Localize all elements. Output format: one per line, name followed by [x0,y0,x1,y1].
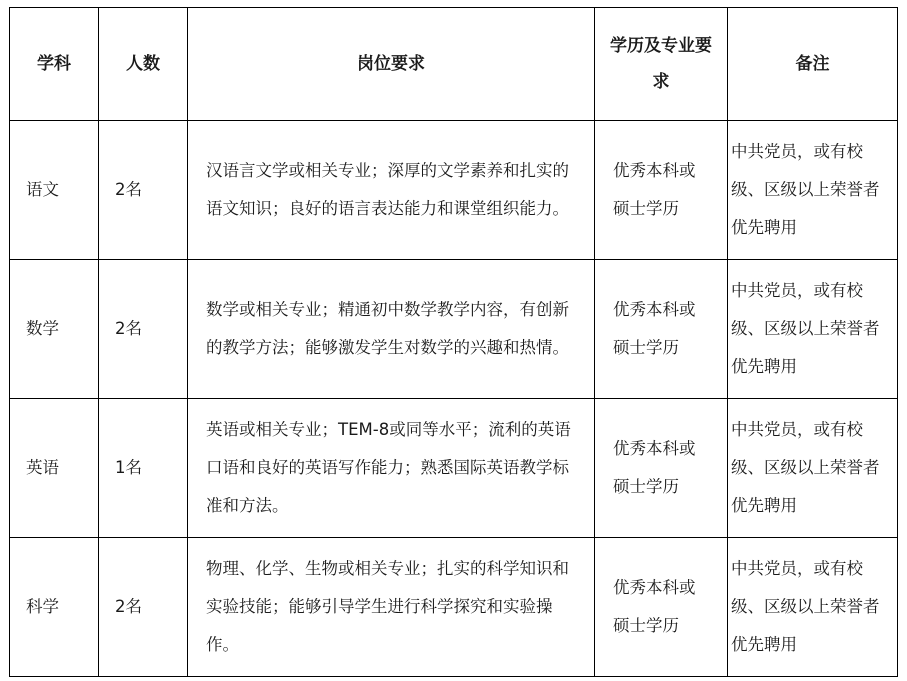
header-education [595,8,728,121]
cell-subject: 英语 [10,399,99,538]
header-count: 人数 [99,8,188,121]
cell-count: 2名 [99,121,188,260]
cell-count: 2名 [99,538,188,677]
header-notes: 备注 [728,8,898,121]
table-row [10,121,898,260]
recruitment-table [9,7,898,677]
cell-requirements: 英语或相关专业；TEM-8或同等水平；流利的英语口语和良好的英语写作能力；熟悉国际英语教学标准和方法。 [188,399,595,538]
cell-education: 优秀本科或硕士学历 [595,121,728,260]
cell-requirements: 汉语言文学或相关专业；深厚的文学素养和扎实的语文知识；良好的语言表达能力和课堂组织能力。 [188,121,595,260]
recruitment-table-container [9,7,897,677]
table-row [10,538,898,677]
cell-subject: 数学 [10,260,99,399]
cell-requirements: 物理、化学、生物或相关专业；扎实的科学知识和实验技能；能够引导学生进行科学探究和实验操作。 [188,538,595,677]
cell-education: 优秀本科或硕士学历 [595,538,728,677]
table-row [10,399,898,538]
cell-requirements: 数学或相关专业；精通初中数学教学内容，有创新的教学方法；能够激发学生对数学的兴趣和热情。 [188,260,595,399]
header-requirements: 岗位要求 [188,8,595,121]
cell-notes: 中共党员，或有校级、区级以上荣誉者优先聘用 [728,399,898,538]
cell-notes: 中共党员，或有校级、区级以上荣誉者优先聘用 [728,538,898,677]
table-header-row [10,8,898,121]
cell-count: 1名 [99,399,188,538]
cell-notes: 中共党员，或有校级、区级以上荣誉者优先聘用 [728,260,898,399]
cell-subject: 语文 [10,121,99,260]
header-education-label: 学历及专业要求 [610,36,712,92]
header-subject: 学科 [10,8,99,121]
cell-subject: 科学 [10,538,99,677]
cell-education: 优秀本科或硕士学历 [595,260,728,399]
cell-count: 2名 [99,260,188,399]
table-row [10,260,898,399]
cell-education: 优秀本科或硕士学历 [595,399,728,538]
cell-notes: 中共党员，或有校级、区级以上荣誉者优先聘用 [728,121,898,260]
